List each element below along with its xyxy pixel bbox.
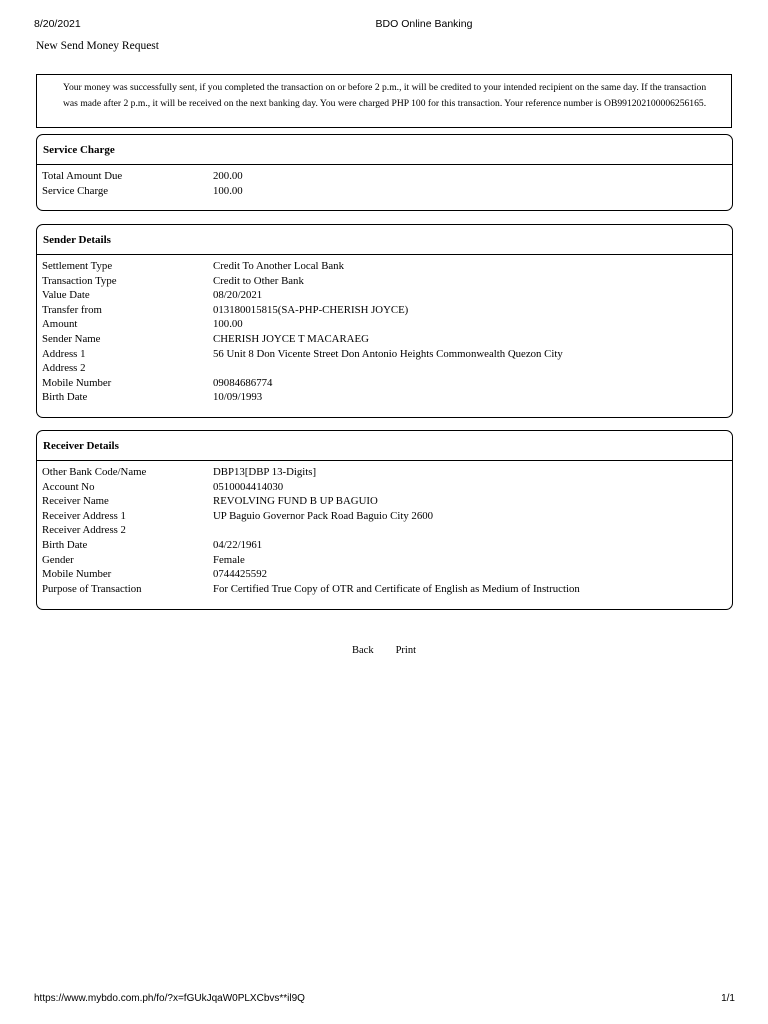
- detail-label: Settlement Type: [42, 260, 113, 272]
- detail-value: 0510004414030: [213, 480, 284, 493]
- page-number: 1/1: [721, 993, 735, 1004]
- detail-value: 09084686774: [213, 376, 273, 389]
- detail-label: Purpose of Transaction: [42, 582, 142, 595]
- detail-value: REVOLVING FUND B UP BAGUIO: [213, 495, 378, 508]
- detail-label: Gender: [42, 553, 74, 566]
- detail-row: [42, 303, 732, 318]
- detail-row: [42, 332, 732, 347]
- sender-details-heading: Sender Details: [37, 225, 732, 255]
- detail-row: [42, 582, 732, 597]
- detail-label: Other Bank Code/Name: [42, 466, 147, 478]
- detail-row: [42, 361, 732, 376]
- detail-label: Value Date: [42, 289, 90, 302]
- detail-label: Receiver Name: [42, 495, 109, 508]
- detail-label: Total Amount Due: [42, 170, 123, 182]
- detail-label: Service Charge: [42, 184, 109, 197]
- detail-label: Birth Date: [42, 391, 88, 404]
- detail-label: Amount: [42, 318, 78, 331]
- success-notice: Your money was successfully sent, if you completed the transaction on or before 2 p.m., it will be credited to your intended recipient on the same day. If the transaction was made after 2 p.m., it will be received on the next banking day. You were charged PHP 100 for this transaction. Your reference number is OB991202100006256165.: [36, 74, 732, 128]
- detail-row: [42, 347, 732, 362]
- detail-label: Address 2: [42, 362, 86, 375]
- print-date: 8/20/2021: [34, 18, 81, 30]
- detail-row: [42, 317, 732, 332]
- site-title: BDO Online Banking: [375, 18, 473, 30]
- detail-label: Receiver Address 2: [42, 524, 126, 537]
- receiver-details-heading: Receiver Details: [37, 431, 732, 461]
- detail-row: [42, 523, 732, 538]
- detail-label: Mobile Number: [42, 568, 112, 581]
- service-charge-heading: Service Charge: [37, 135, 732, 165]
- detail-row: [42, 494, 732, 509]
- detail-value: CHERISH JOYCE T MACARAEG: [213, 332, 369, 345]
- detail-label: Transaction Type: [42, 274, 117, 287]
- detail-row: [42, 509, 732, 524]
- detail-row: [42, 480, 732, 495]
- detail-value: 200.00: [213, 170, 243, 182]
- page-url: https://www.mybdo.com.ph/fo/?x=fGUkJqaW0PLXCbvs**il9Q: [34, 993, 305, 1004]
- detail-row: [42, 465, 732, 480]
- sender-details-rows: [37, 255, 732, 405]
- service-charge-rows: [37, 165, 732, 198]
- detail-value: Credit To Another Local Bank: [213, 260, 344, 272]
- detail-label: Birth Date: [42, 538, 88, 551]
- detail-label: Mobile Number: [42, 376, 112, 389]
- service-charge-panel: [36, 134, 733, 211]
- detail-value: For Certified True Copy of OTR and Certificate of English as Medium of Instruction: [213, 582, 580, 595]
- detail-value: 56 Unit 8 Don Vicente Street Don Antonio Heights Commonwealth Quezon City: [213, 347, 563, 360]
- detail-row: [42, 538, 732, 553]
- detail-row: [42, 274, 732, 289]
- receiver-details-panel: [36, 430, 733, 610]
- detail-row: [42, 376, 732, 391]
- detail-value: 08/20/2021: [213, 289, 263, 302]
- detail-value: [213, 523, 732, 538]
- detail-row: [42, 390, 732, 405]
- print-button[interactable]: Print: [395, 645, 416, 656]
- detail-value: [213, 361, 732, 376]
- detail-value: DBP13[DBP 13-Digits]: [213, 466, 317, 478]
- sender-details-panel: [36, 224, 733, 418]
- detail-row: [42, 553, 732, 568]
- detail-value: Female: [213, 553, 245, 566]
- action-buttons: [0, 645, 768, 656]
- detail-value: 0744425592: [213, 568, 267, 581]
- detail-value: 013180015815(SA-PHP-CHERISH JOYCE): [213, 303, 409, 316]
- back-button[interactable]: Back: [352, 645, 374, 656]
- detail-value: 10/09/1993: [213, 391, 263, 404]
- page-title: New Send Money Request: [36, 40, 159, 52]
- detail-value: Credit to Other Bank: [213, 274, 304, 287]
- detail-row: [42, 288, 732, 303]
- receiver-details-rows: [37, 461, 732, 596]
- detail-label: Address 1: [42, 347, 86, 360]
- detail-value: 04/22/1961: [213, 538, 263, 551]
- detail-value: UP Baguio Governor Pack Road Baguio City 2600: [213, 509, 434, 522]
- detail-value: 100.00: [213, 184, 243, 197]
- detail-row: [42, 169, 732, 184]
- detail-row: [42, 259, 732, 274]
- detail-label: Sender Name: [42, 332, 101, 345]
- detail-label: Account No: [42, 480, 95, 493]
- detail-label: Transfer from: [42, 303, 102, 316]
- detail-value: 100.00: [213, 318, 243, 331]
- detail-row: [42, 184, 732, 199]
- detail-row: [42, 567, 732, 582]
- detail-label: Receiver Address 1: [42, 509, 126, 522]
